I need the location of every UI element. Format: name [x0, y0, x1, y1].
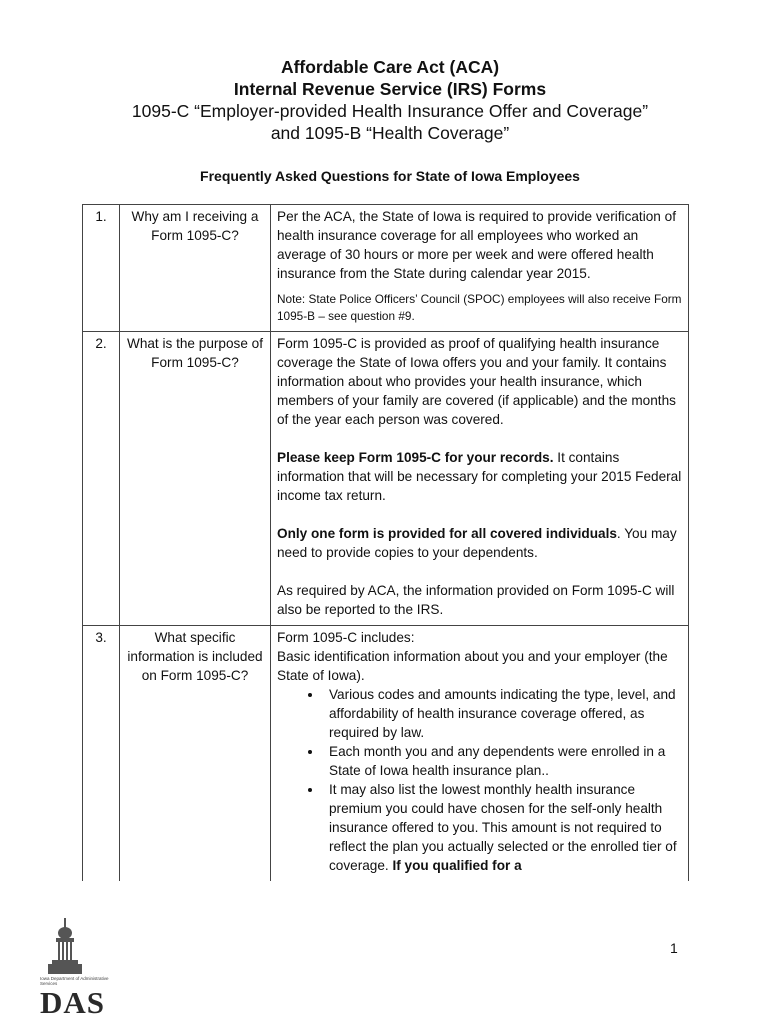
- faq-table: [82, 204, 689, 881]
- faq-question: What is the purpose of Form 1095-C?: [120, 332, 271, 626]
- faq-answer: [271, 332, 689, 626]
- faq-subtitle: Frequently Asked Questions for State of Iowa Employees: [200, 168, 580, 184]
- faq-answer: [271, 626, 689, 882]
- bold-text: Please keep Form 1095-C for your records.: [277, 450, 554, 465]
- answer-paragraph: Basic identification information about you and your employer (the State of Iowa).: [277, 649, 668, 683]
- answer-text: It may also list the lowest monthly health insurance premium you could have chosen for the self-only health insurance offered to you. This amount is not required to reflect the plan you actually selected or the enrolled tier of coverage.: [329, 782, 677, 873]
- answer-paragraph: Form 1095-C includes:: [277, 630, 415, 645]
- title-line-2: Internal Revenue Service (IRS) Forms: [233, 79, 547, 99]
- logo-caption: Iowa Department of Administrative Services: [40, 976, 109, 986]
- faq-number: 1.: [83, 205, 120, 332]
- list-item: • Each month you and any dependents were enrolled in a State of Iowa health insurance plan..: [323, 742, 682, 780]
- bold-text: Only one form is provided for all covered individuals: [277, 526, 617, 541]
- page-number: 1: [670, 940, 678, 956]
- answer-paragraph: [277, 524, 682, 562]
- bold-text: If you qualified for a: [388, 858, 522, 873]
- answer-paragraph: As required by ACA, the information provided on Form 1095-C will also be reported to the IRS.: [277, 583, 675, 617]
- faq-question: What specific information is included on Form 1095-C?: [120, 626, 271, 882]
- answer-text: It contains information that will be necessary for completing your 2015 Federal income tax return.: [277, 450, 682, 503]
- answer-paragraph: Per the ACA, the State of Iowa is required to provide verification of health insurance coverage for all employees who worked an average of 30 hours or more per week and were offered health insurance from the State during calendar year 2015.: [277, 209, 676, 281]
- faq-answer: [271, 205, 689, 332]
- faq-row-2: [83, 332, 689, 626]
- bullet-list: [277, 685, 682, 875]
- list-item: [323, 780, 682, 875]
- faq-row-3: [83, 626, 689, 882]
- title-line-3: 1095-C “Employer-provided Health Insurance Offer and Coverage”: [131, 101, 649, 121]
- faq-number: 2.: [83, 332, 120, 626]
- faq-number: 3.: [83, 626, 120, 882]
- answer-text: . You may need to provide copies to your dependents.: [277, 526, 677, 560]
- title-line-4: and 1095-B “Health Coverage”: [270, 123, 510, 143]
- answer-note: Note: State Police Officers’ Council (SPOC) employees will also receive Form 1095-B – see question #9.: [277, 292, 682, 323]
- title-line-1: Affordable Care Act (ACA): [280, 57, 500, 77]
- document-header: [80, 56, 700, 186]
- faq-question: Why am I receiving a Form 1095-C?: [120, 205, 271, 332]
- answer-paragraph: [277, 448, 682, 505]
- answer-paragraph: Form 1095-C is provided as proof of qualifying health insurance coverage the State of Iowa offers you and your family. It contains information about who provides your health insurance, which members of your family are covered (if applicable) and the months of the year each person was covered.: [277, 336, 676, 427]
- das-logo: DAS: [40, 985, 106, 1020]
- faq-row-1: [83, 205, 689, 332]
- list-item: • Various codes and amounts indicating the type, level, and affordability of health insurance coverage offered, as required by law.: [323, 685, 682, 742]
